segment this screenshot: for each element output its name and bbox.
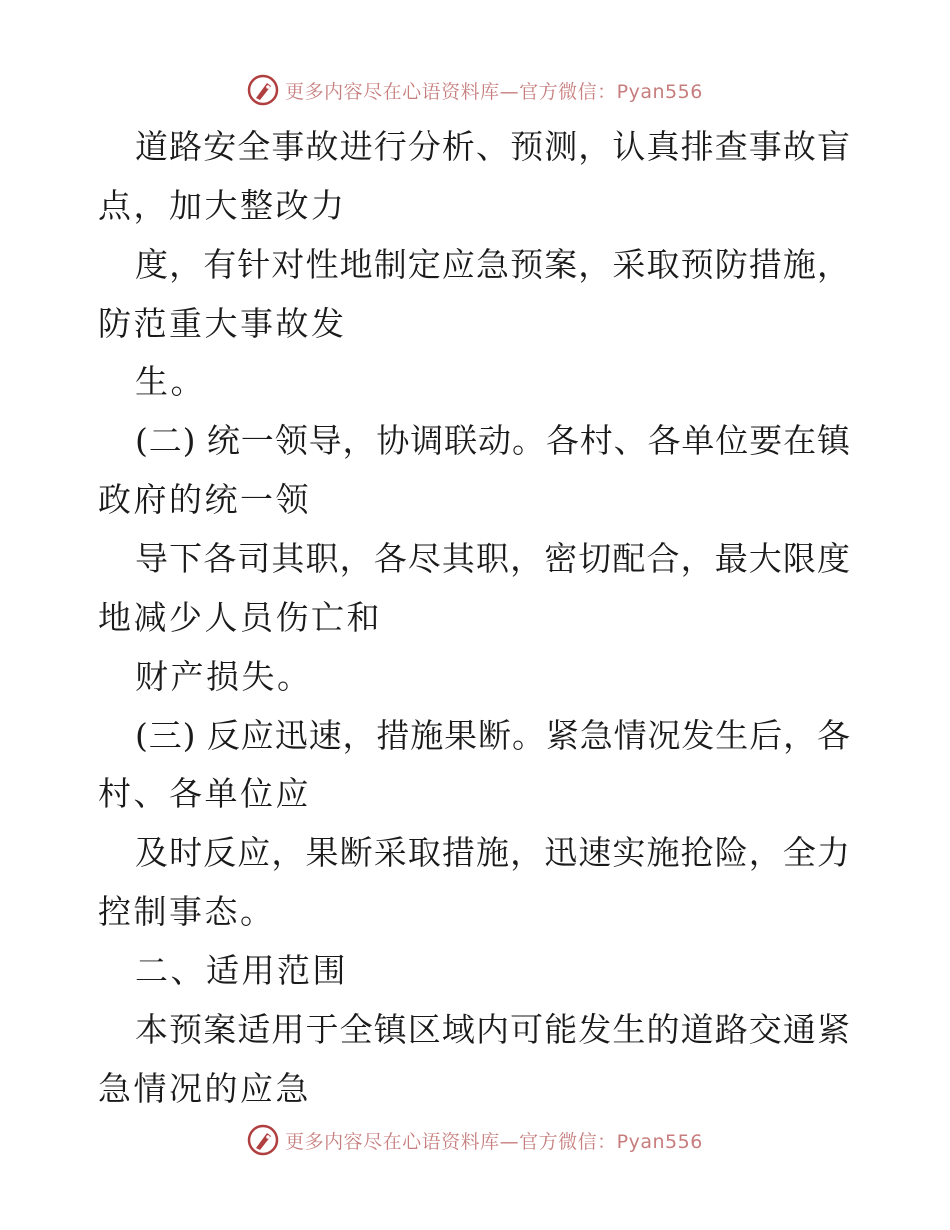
text-line: 村、各单位应 [98,774,311,813]
text-line: 导下各司其职，各尽其职，密切配合，最大限度 [135,539,850,578]
text-line: (二) 统一领导，协调联动。各村、各单位要在镇 [135,421,850,460]
watermark-text: 更多内容尽在心语资料库—官方微信：Pyan556 [285,1130,703,1153]
pen-nib-icon [247,1124,279,1156]
text-line: 点，加大整改力 [98,186,347,225]
text-line: 财产损失。 [135,657,313,696]
text-line: (三) 反应迅速，措施果断。紧急情况发生后，各 [135,716,850,755]
text-line: 生。 [135,362,206,401]
text-line: 政府的统一领 [98,480,311,519]
footer-watermark [0,1120,950,1160]
text-line: 及时反应，果断采取措施，迅速实施抢险，全力 [135,833,850,872]
text-line: 地减少人员伤亡和 [98,598,382,637]
text-line: 防范重大事故发 [98,304,347,343]
section-heading: 二、适用范围 [135,951,348,990]
text-line: 道路安全事故进行分析、预测，认真排查事故盲 [135,127,850,166]
watermark-text: 更多内容尽在心语资料库—官方微信：Pyan556 [285,80,703,103]
pen-nib-icon [247,74,279,106]
text-line: 本预案适用于全镇区域内可能发生的道路交通紧 [135,1010,850,1049]
text-line: 度，有针对性地制定应急预案，采取预防措施， [135,245,850,284]
text-line: 控制事态。 [98,892,276,931]
header-watermark [0,70,950,110]
text-line: 急情况的应急 [98,1069,311,1108]
